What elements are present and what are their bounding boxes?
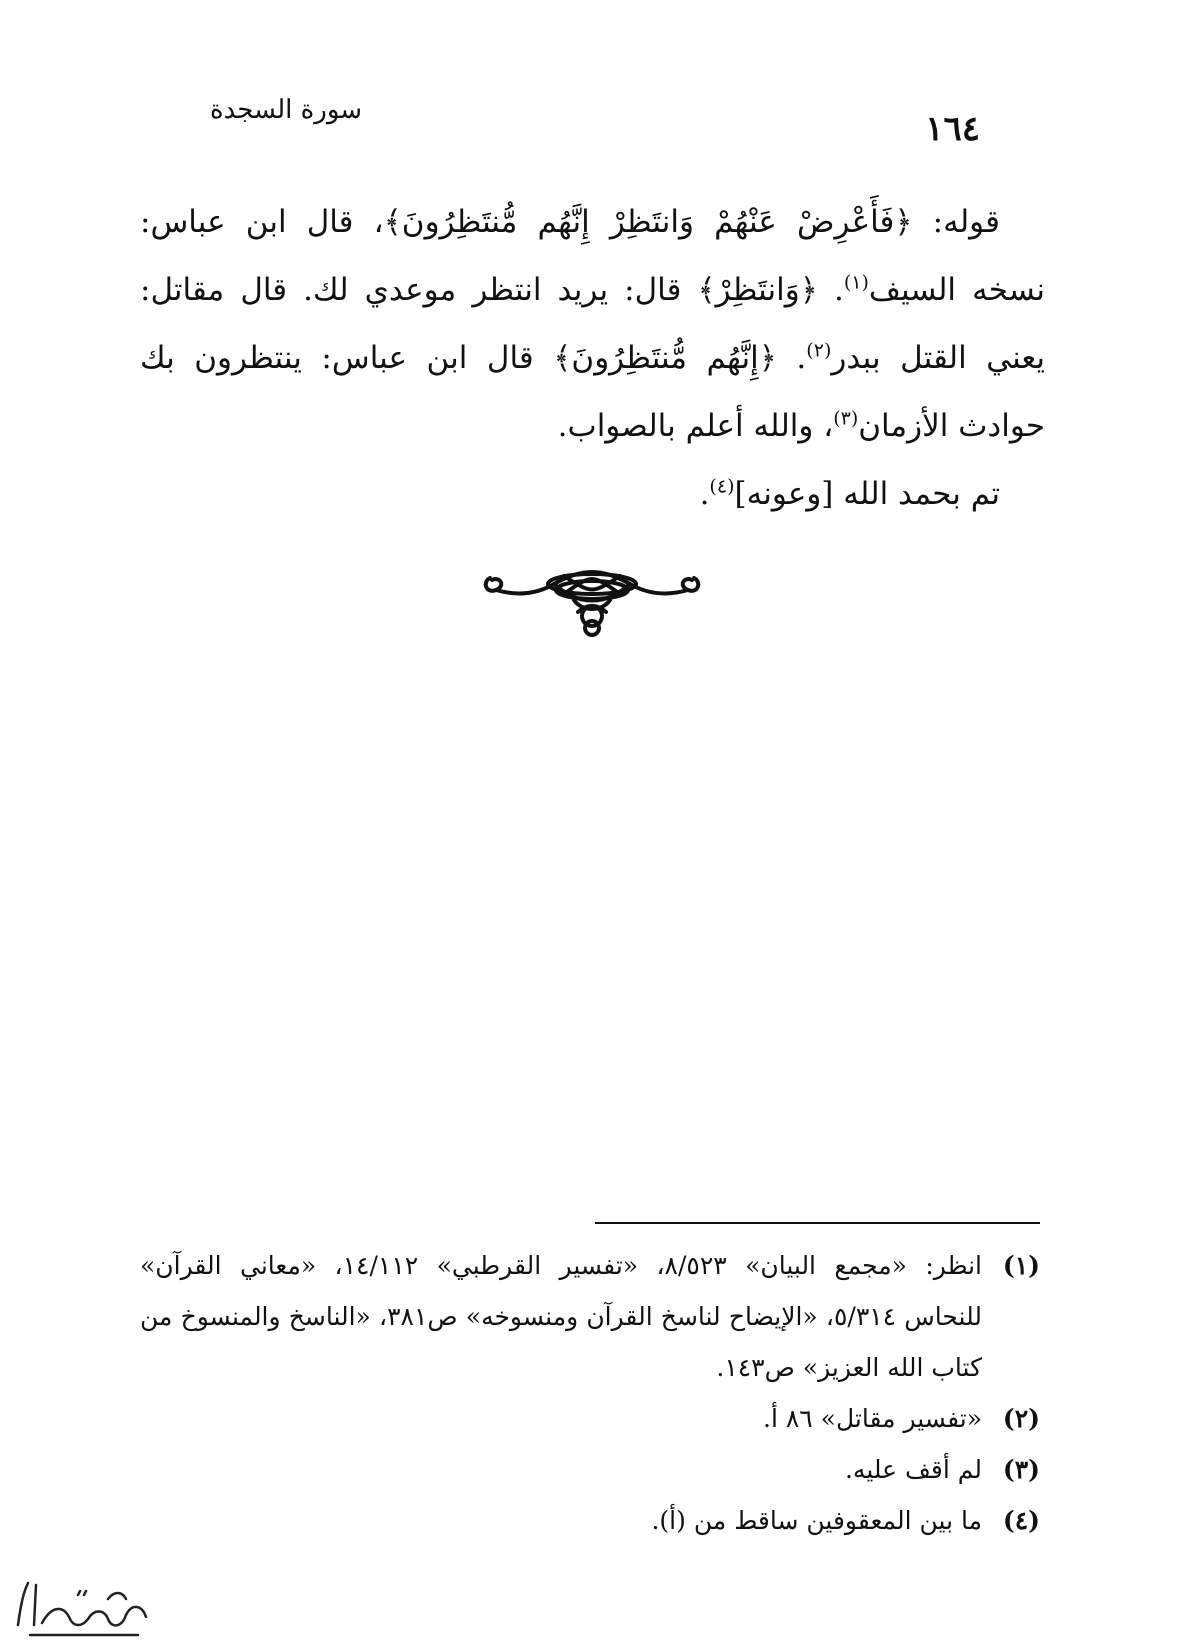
footnote-item: [140, 1393, 1040, 1444]
quran-verse: ﴿فَأَعْرِضْ عَنْهُمْ وَانتَظِرْ إِنَّهُم مُّنتَظِرُونَ﴾: [383, 204, 913, 240]
page-number: ١٦٤: [925, 109, 980, 149]
text-segment: .: [817, 272, 844, 308]
text-segment: ، قال ابن عباس: نسخه السيف: [140, 204, 1045, 308]
running-header: [140, 95, 1040, 155]
text-segment: .: [699, 476, 710, 512]
footnotes: [140, 1240, 1040, 1546]
footnote-number: (٣): [1002, 1455, 1040, 1484]
footnote-text: لم أقف عليه.: [844, 1455, 982, 1484]
quran-verse: ﴿إِنَّهُم مُّنتَظِرُونَ﴾: [553, 340, 777, 376]
main-text: [140, 188, 1045, 528]
footnote-ref[interactable]: (٢): [806, 339, 832, 362]
decorative-knot-ornament-icon: [482, 570, 702, 670]
commentary-paragraph: [140, 188, 1045, 460]
footnote-text: «تفسير مقاتل» ٨٦ أ.: [763, 1404, 982, 1433]
closing-paragraph: [140, 460, 1045, 528]
footnote-number: (٤): [1002, 1506, 1040, 1535]
footnote-ref[interactable]: (٣): [833, 407, 859, 430]
text-segment: قال ابن عباس: ينتظرون بك حوادث الأزمان: [140, 340, 1045, 444]
footnote-separator: [595, 1222, 1040, 1224]
text-segment: .: [776, 340, 807, 376]
text-segment: تم بحمد الله [وعونه]: [734, 476, 1000, 512]
surah-title: سورة السجدة: [210, 95, 363, 125]
footnote-item: [140, 1240, 1040, 1393]
footnote-number: (١): [1002, 1251, 1040, 1280]
footnote-number: (٢): [1002, 1404, 1040, 1433]
library-stamp-icon: [8, 1575, 158, 1645]
footnote-ref[interactable]: (١): [843, 271, 869, 294]
footnote-ref[interactable]: (٤): [709, 475, 735, 498]
text-segment: قال: يريد انتظر موعدي لك. قال مقاتل: يعني القتل ببدر: [140, 272, 1046, 376]
text-segment: قوله:: [912, 204, 1000, 240]
footnote-text: انظر: «مجمع البيان» ٨/٥٢٣، «تفسير القرطبي» ١٤/١١٢، «معاني القرآن» للنحاس ٥/٣١٤، «الإيضاح لناسخ القرآن ومنسوخه» ص٣٨١، «الناسخ والمنسوخ من كتاب الله العزيز» ص١٤٣.: [140, 1251, 982, 1382]
quran-verse: ﴿وَانتَظِرْ﴾: [697, 272, 818, 308]
footnote-item: [140, 1495, 1040, 1546]
text-segment: ، والله أعلم بالصواب.: [557, 408, 834, 444]
footnote-text: ما بين المعقوفين ساقط من (أ).: [651, 1506, 982, 1535]
footnote-item: [140, 1444, 1040, 1495]
